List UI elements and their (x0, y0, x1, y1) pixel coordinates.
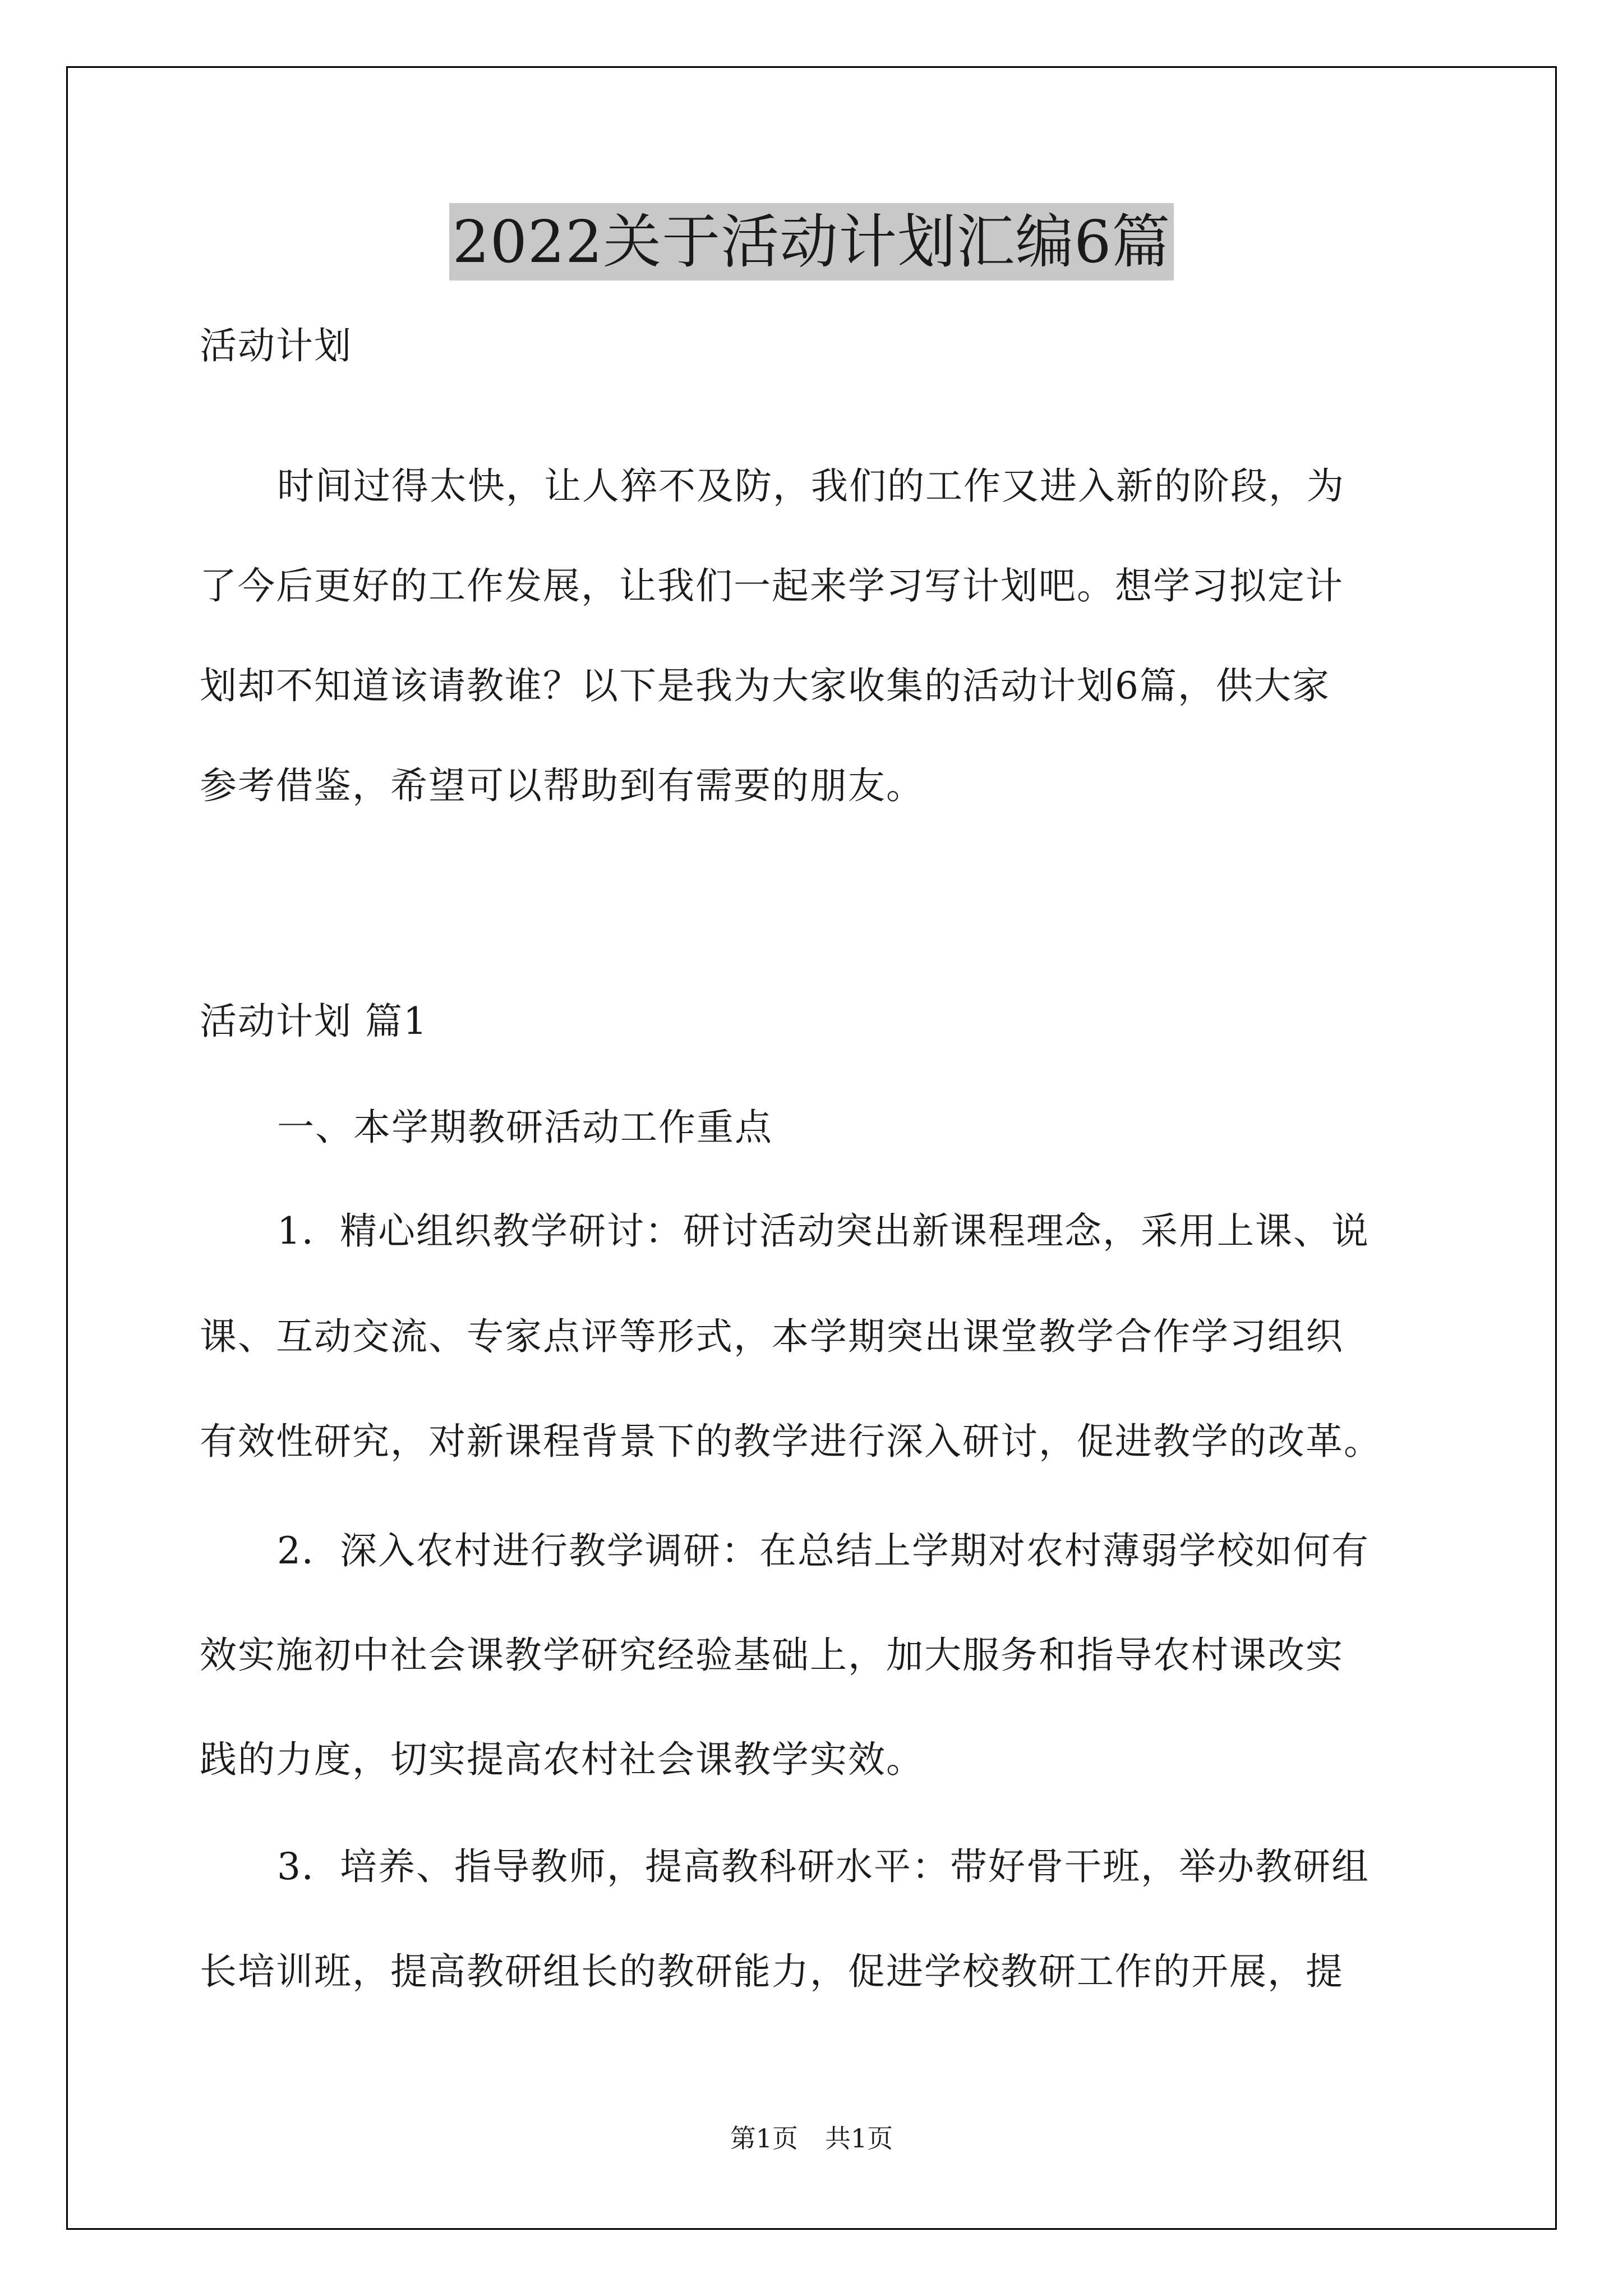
page-number: 第1页 (730, 2123, 798, 2154)
paragraph-line: 课、互动交流、专家点评等形式，本学期突出课堂教学合作学习组织 (200, 1315, 1344, 1358)
paragraph-line: 3．培养、指导教师，提高教科研水平：带好骨干班，举办教研组 (277, 1845, 1370, 1888)
paragraph-line: 有效性研究，对新课程背景下的教学进行深入研讨，促进教学的改革。 (200, 1420, 1382, 1463)
title-container (0, 203, 1623, 280)
document-title: 2022关于活动计划汇编6篇 (449, 203, 1174, 280)
paragraph-line: 划却不知道该请教谁？以下是我为大家收集的活动计划6篇，供大家 (200, 664, 1330, 707)
paragraph-line: 时间过得太快，让人猝不及防，我们的工作又进入新的阶段，为 (277, 464, 1345, 508)
paragraph-line: 1．精心组织教学研讨：研讨活动突出新课程理念，采用上课、说 (277, 1209, 1370, 1253)
paragraph-line: 长培训班，提高教研组长的教研能力，促进学校教研工作的开展，提 (200, 1950, 1344, 1993)
section-heading: 活动计划 (200, 324, 352, 367)
section-heading: 活动计划 篇1 (200, 1000, 428, 1043)
paragraph-line: 参考借鉴，希望可以帮助到有需要的朋友。 (200, 764, 924, 807)
paragraph-line: 了今后更好的工作发展，让我们一起来学习写计划吧。想学习拟定计 (200, 564, 1344, 608)
paragraph-line: 2．深入农村进行教学调研：在总结上学期对农村薄弱学校如何有 (277, 1529, 1370, 1572)
page-total: 共1页 (825, 2123, 893, 2154)
paragraph-line: 效实施初中社会课教学研究经验基础上，加大服务和指导农村课改实 (200, 1634, 1344, 1677)
paragraph-line: 践的力度，切实提高农村社会课教学实效。 (200, 1738, 924, 1781)
paragraph-line: 一、本学期教研活动工作重点 (277, 1106, 773, 1149)
page-footer (0, 2122, 1623, 2155)
